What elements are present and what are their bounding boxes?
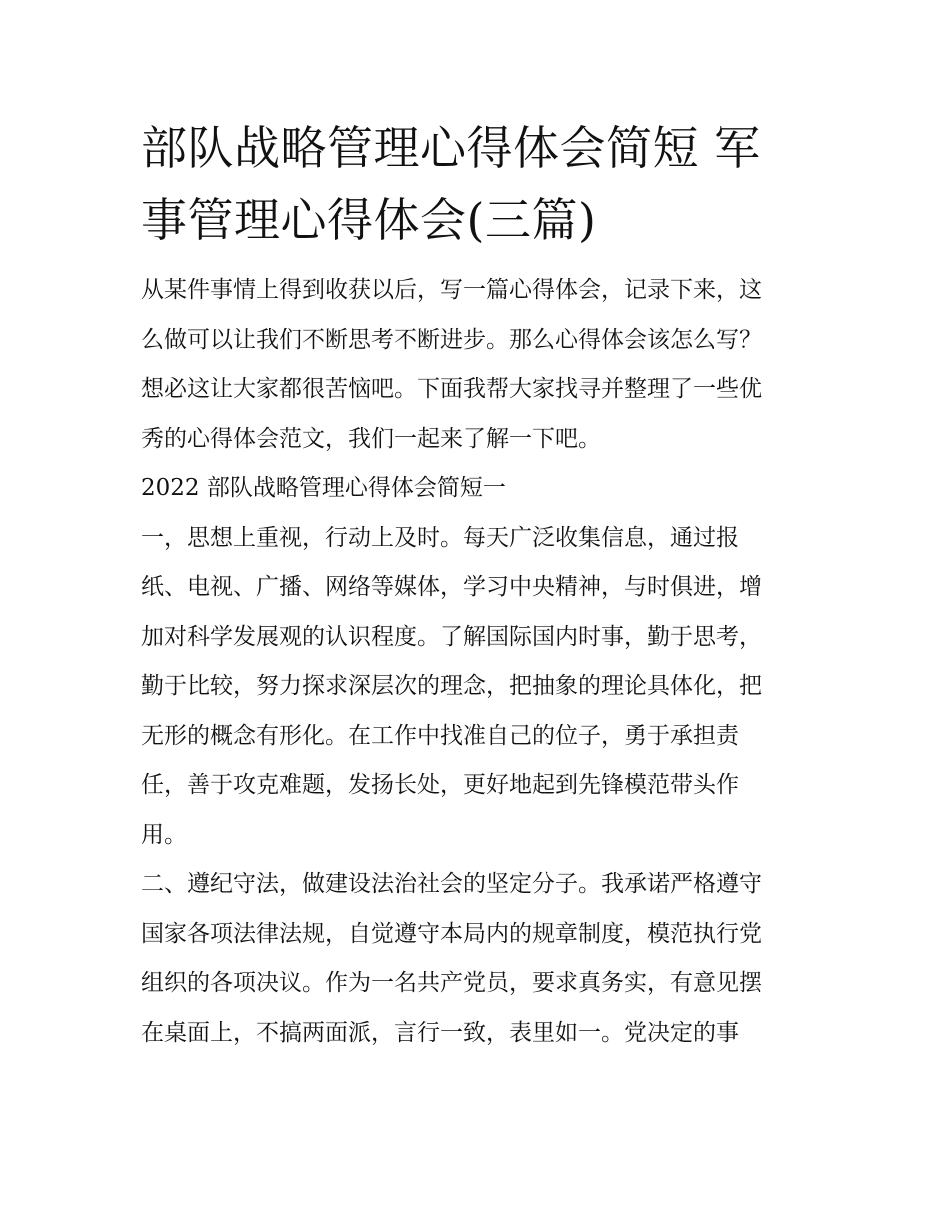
document-body <box>141 266 813 1058</box>
body-paragraph-2: 二、遵纪守法，做建设法治社会的坚定分子。我承诺严格遵守 国家各项法律法规，自觉遵守本局内的规章制度，模范执行党 组织的各项决议。作为一名共产党员，要求真务实，有意见摆 在桌面上，不搞两面派，言行一致，表里如一。党决定的事 <box>141 871 762 1046</box>
document-page <box>141 112 813 1058</box>
document-title: 部队战略管理心得体会简短 军 事管理心得体会(三篇) <box>141 121 761 247</box>
body-paragraph-1: 一，思想上重视，行动上及时。每天广泛收集信息，通过报 纸、电视、广播、网络等媒体，学习中央精神，与时俱进，增 加对科学发展观的认识程度。了解国际国内时事，勤于思考， 勤于比较，努力探求深层次的理念，把抽象的理论具体化，把 无形的概念有形化。在工作中找准自己的位子，勇于承担责 任，善于攻克难题，发扬长处，更好地起到先锋模范带头作 用。 <box>141 524 762 848</box>
section-heading: 2022 部队战略管理心得体会简短一 <box>141 475 506 501</box>
intro-paragraph: 从某件事情上得到收获以后，写一篇心得体会，记录下来，这 么做可以让我们不断思考不断进步。那么心得体会该怎么写？ 想必这让大家都很苦恼吧。下面我帮大家找寻并整理了一些优 秀的心得体会范文，我们一起来了解一下吧。 <box>141 277 762 452</box>
